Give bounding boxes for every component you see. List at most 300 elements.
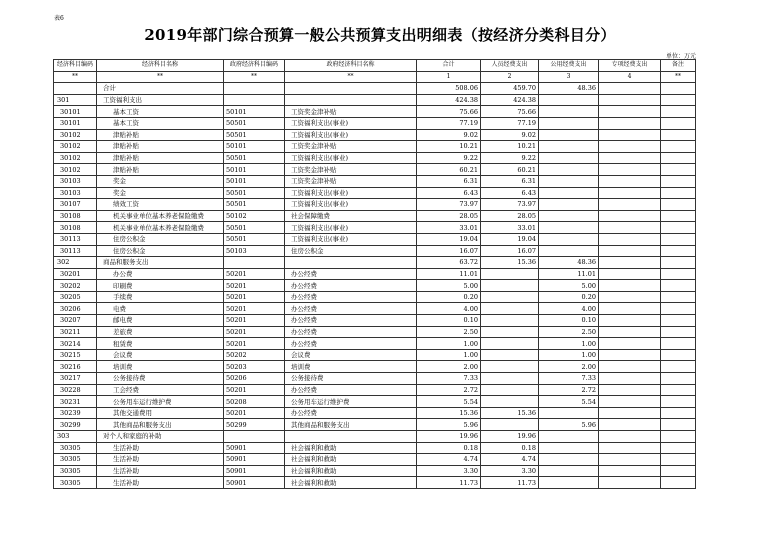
economic-name-cell: 培训费: [97, 361, 224, 373]
economic-code-cell: 30113: [54, 233, 97, 245]
public-cell: [539, 222, 599, 234]
total-cell: 5.54: [417, 396, 481, 408]
special-cell: [599, 129, 661, 141]
special-cell: [599, 164, 661, 176]
special-cell: [599, 338, 661, 350]
personnel-cell: [481, 361, 539, 373]
gov-name-cell: 办公经费: [285, 326, 417, 338]
table-row: [54, 141, 696, 153]
economic-code-cell: 30305: [54, 465, 97, 477]
gov-code-cell: 50901: [224, 442, 285, 454]
table-row: [54, 291, 696, 303]
special-cell: [599, 384, 661, 396]
subheader-cell: 2: [481, 71, 539, 83]
gov-name-cell: 社会福利和救助: [285, 454, 417, 466]
gov-code-cell: [224, 83, 285, 95]
economic-code-cell: 30214: [54, 338, 97, 350]
gov-code-cell: 50501: [224, 117, 285, 129]
gov-name-cell: 工资福利支出(事业): [285, 187, 417, 199]
economic-name-cell: 基本工资: [97, 106, 224, 118]
special-cell: [599, 431, 661, 443]
total-cell: 1.00: [417, 338, 481, 350]
note-cell: [661, 222, 696, 234]
public-cell: 2.72: [539, 384, 599, 396]
special-cell: [599, 187, 661, 199]
total-cell: 2.00: [417, 361, 481, 373]
public-cell: [539, 199, 599, 211]
gov-name-cell: [285, 83, 417, 95]
special-cell: [599, 373, 661, 385]
gov-code-cell: 50101: [224, 175, 285, 187]
economic-code-cell: 30102: [54, 152, 97, 164]
gov-name-cell: 工资奖金津补贴: [285, 164, 417, 176]
economic-code-cell: 30108: [54, 210, 97, 222]
public-cell: 0.20: [539, 291, 599, 303]
gov-code-cell: 50501: [224, 129, 285, 141]
header-cell: 经济科目编码: [54, 60, 97, 72]
subheader-cell: 3: [539, 71, 599, 83]
personnel-cell: 459.70: [481, 83, 539, 95]
header-cell: 合计: [417, 60, 481, 72]
note-cell: [661, 129, 696, 141]
personnel-cell: 9.02: [481, 129, 539, 141]
special-cell: [599, 396, 661, 408]
subheader-row: [54, 71, 696, 83]
personnel-cell: [481, 338, 539, 350]
gov-name-cell: 培训费: [285, 361, 417, 373]
gov-name-cell: 社会保障缴费: [285, 210, 417, 222]
economic-code-cell: 30207: [54, 315, 97, 327]
header-cell: 政府经济科目名称: [285, 60, 417, 72]
economic-name-cell: 办公费: [97, 268, 224, 280]
public-cell: [539, 407, 599, 419]
economic-code-cell: 30113: [54, 245, 97, 257]
special-cell: [599, 361, 661, 373]
personnel-cell: 75.66: [481, 106, 539, 118]
economic-code-cell: 30211: [54, 326, 97, 338]
economic-name-cell: 基本工资: [97, 117, 224, 129]
special-cell: [599, 268, 661, 280]
gov-name-cell: 办公经费: [285, 268, 417, 280]
public-cell: [539, 465, 599, 477]
total-cell: 0.18: [417, 442, 481, 454]
note-cell: [661, 83, 696, 95]
gov-code-cell: [224, 94, 285, 106]
table-row: [54, 222, 696, 234]
public-cell: [539, 442, 599, 454]
personnel-cell: [481, 384, 539, 396]
header-cell: 经济科目名称: [97, 60, 224, 72]
public-cell: [539, 233, 599, 245]
economic-code-cell: 30231: [54, 396, 97, 408]
special-cell: [599, 407, 661, 419]
note-cell: [661, 233, 696, 245]
special-cell: [599, 175, 661, 187]
economic-code-cell: 30102: [54, 141, 97, 153]
special-cell: [599, 83, 661, 95]
note-cell: [661, 338, 696, 350]
special-cell: [599, 210, 661, 222]
total-cell: 4.00: [417, 303, 481, 315]
gov-name-cell: 住房公积金: [285, 245, 417, 257]
personnel-cell: 33.01: [481, 222, 539, 234]
personnel-cell: 16.07: [481, 245, 539, 257]
total-cell: 7.33: [417, 373, 481, 385]
total-cell: 0.20: [417, 291, 481, 303]
total-cell: 4.74: [417, 454, 481, 466]
gov-name-cell: 工资福利支出(事业): [285, 117, 417, 129]
note-cell: [661, 477, 696, 489]
economic-name-cell: 住房公积金: [97, 233, 224, 245]
total-cell: 77.19: [417, 117, 481, 129]
economic-name-cell: 会议费: [97, 349, 224, 361]
table-row: [54, 117, 696, 129]
note-cell: [661, 442, 696, 454]
table-row: [54, 431, 696, 443]
economic-code-cell: 30217: [54, 373, 97, 385]
public-cell: 5.54: [539, 396, 599, 408]
note-cell: [661, 384, 696, 396]
economic-name-cell: 住房公积金: [97, 245, 224, 257]
economic-code-cell: 30101: [54, 106, 97, 118]
gov-name-cell: [285, 257, 417, 269]
total-cell: 9.22: [417, 152, 481, 164]
note-cell: [661, 291, 696, 303]
economic-name-cell: 工资福利支出: [97, 94, 224, 106]
total-cell: 60.21: [417, 164, 481, 176]
personnel-cell: 77.19: [481, 117, 539, 129]
gov-code-cell: 50101: [224, 141, 285, 153]
note-cell: [661, 303, 696, 315]
gov-code-cell: 50501: [224, 222, 285, 234]
note-cell: [661, 465, 696, 477]
table-row: [54, 187, 696, 199]
public-cell: 2.50: [539, 326, 599, 338]
economic-name-cell: 印刷费: [97, 280, 224, 292]
public-cell: [539, 477, 599, 489]
total-cell: 73.97: [417, 199, 481, 211]
budget-table: [53, 59, 696, 489]
personnel-cell: 6.43: [481, 187, 539, 199]
table-row: [54, 106, 696, 118]
gov-code-cell: [224, 257, 285, 269]
total-cell: 2.50: [417, 326, 481, 338]
special-cell: [599, 152, 661, 164]
total-cell: 1.00: [417, 349, 481, 361]
table-row: [54, 349, 696, 361]
note-cell: [661, 117, 696, 129]
table-row: [54, 315, 696, 327]
subheader-cell: **: [54, 71, 97, 83]
sheet-number: 表6: [54, 15, 64, 22]
economic-code-cell: 30103: [54, 175, 97, 187]
economic-code-cell: 30206: [54, 303, 97, 315]
gov-code-cell: 50201: [224, 407, 285, 419]
page-title: 2019年部门综合预算一般公共预算支出明细表（按经济分类科目分）: [144, 26, 616, 44]
personnel-cell: [481, 373, 539, 385]
economic-name-cell: 绩效工资: [97, 199, 224, 211]
special-cell: [599, 465, 661, 477]
personnel-cell: 0.18: [481, 442, 539, 454]
gov-code-cell: 50208: [224, 396, 285, 408]
table-row: [54, 280, 696, 292]
economic-name-cell: 津贴补贴: [97, 141, 224, 153]
economic-name-cell: 机关事业单位基本养老保险缴费: [97, 222, 224, 234]
subheader-cell: **: [97, 71, 224, 83]
public-cell: [539, 129, 599, 141]
subheader-cell: **: [285, 71, 417, 83]
subheader-cell: **: [224, 71, 285, 83]
gov-code-cell: 50203: [224, 361, 285, 373]
note-cell: [661, 315, 696, 327]
note-cell: [661, 94, 696, 106]
public-cell: [539, 117, 599, 129]
economic-code-cell: 30201: [54, 268, 97, 280]
special-cell: [599, 454, 661, 466]
gov-code-cell: 50299: [224, 419, 285, 431]
gov-code-cell: 50103: [224, 245, 285, 257]
table-row: [54, 419, 696, 431]
public-cell: 48.36: [539, 257, 599, 269]
special-cell: [599, 303, 661, 315]
table-row: [54, 396, 696, 408]
special-cell: [599, 245, 661, 257]
header-cell: 人员经费支出: [481, 60, 539, 72]
total-cell: 6.31: [417, 175, 481, 187]
public-cell: [539, 175, 599, 187]
economic-name-cell: 生活补助: [97, 465, 224, 477]
total-cell: 28.05: [417, 210, 481, 222]
gov-code-cell: 50201: [224, 384, 285, 396]
economic-code-cell: 30202: [54, 280, 97, 292]
total-cell: 424.38: [417, 94, 481, 106]
public-cell: [539, 94, 599, 106]
economic-code-cell: 30107: [54, 199, 97, 211]
special-cell: [599, 291, 661, 303]
note-cell: [661, 187, 696, 199]
personnel-cell: 10.21: [481, 141, 539, 153]
personnel-cell: 424.38: [481, 94, 539, 106]
economic-code-cell: 30239: [54, 407, 97, 419]
personnel-cell: 15.36: [481, 257, 539, 269]
gov-name-cell: 工资奖金津补贴: [285, 175, 417, 187]
table-row: [54, 83, 696, 95]
table-row: [54, 373, 696, 385]
personnel-cell: [481, 419, 539, 431]
personnel-cell: 19.04: [481, 233, 539, 245]
note-cell: [661, 152, 696, 164]
economic-name-cell: 津贴补贴: [97, 152, 224, 164]
gov-name-cell: 工资福利支出(事业): [285, 199, 417, 211]
total-cell: 6.43: [417, 187, 481, 199]
total-cell: 19.96: [417, 431, 481, 443]
economic-code-cell: 30305: [54, 454, 97, 466]
economic-name-cell: 奖金: [97, 187, 224, 199]
economic-name-cell: 生活补助: [97, 442, 224, 454]
note-cell: [661, 373, 696, 385]
gov-name-cell: 办公经费: [285, 384, 417, 396]
public-cell: [539, 141, 599, 153]
economic-code-cell: 30102: [54, 129, 97, 141]
table-row: [54, 477, 696, 489]
total-cell: 19.04: [417, 233, 481, 245]
gov-name-cell: 公务用车运行维护费: [285, 396, 417, 408]
header-cell: 备注: [661, 60, 696, 72]
economic-name-cell: 差旅费: [97, 326, 224, 338]
gov-code-cell: 50501: [224, 199, 285, 211]
gov-code-cell: 50102: [224, 210, 285, 222]
table-row: [54, 210, 696, 222]
note-cell: [661, 210, 696, 222]
public-cell: [539, 431, 599, 443]
economic-code-cell: 30216: [54, 361, 97, 373]
personnel-cell: [481, 349, 539, 361]
public-cell: [539, 245, 599, 257]
economic-code-cell: 30103: [54, 187, 97, 199]
gov-name-cell: 其他商品和服务支出: [285, 419, 417, 431]
personnel-cell: 28.05: [481, 210, 539, 222]
table-row: [54, 199, 696, 211]
subheader-cell: 4: [599, 71, 661, 83]
subheader-cell: 1: [417, 71, 481, 83]
gov-name-cell: 工资福利支出(事业): [285, 233, 417, 245]
personnel-cell: 73.97: [481, 199, 539, 211]
total-cell: 11.01: [417, 268, 481, 280]
personnel-cell: 19.96: [481, 431, 539, 443]
gov-code-cell: 50201: [224, 280, 285, 292]
note-cell: [661, 454, 696, 466]
personnel-cell: 6.31: [481, 175, 539, 187]
economic-code-cell: 30215: [54, 349, 97, 361]
table-row: [54, 268, 696, 280]
gov-name-cell: 办公经费: [285, 407, 417, 419]
economic-name-cell: 公务用车运行维护费: [97, 396, 224, 408]
table-row: [54, 303, 696, 315]
gov-name-cell: 办公经费: [285, 280, 417, 292]
personnel-cell: 15.36: [481, 407, 539, 419]
personnel-cell: [481, 326, 539, 338]
personnel-cell: 4.74: [481, 454, 539, 466]
economic-code-cell: 30205: [54, 291, 97, 303]
economic-name-cell: 电费: [97, 303, 224, 315]
public-cell: 2.00: [539, 361, 599, 373]
table-row: [54, 465, 696, 477]
note-cell: [661, 199, 696, 211]
total-cell: 5.00: [417, 280, 481, 292]
personnel-cell: [481, 280, 539, 292]
economic-name-cell: 生活补助: [97, 477, 224, 489]
total-cell: 5.96: [417, 419, 481, 431]
header-row: [54, 60, 696, 72]
total-cell: 3.30: [417, 465, 481, 477]
special-cell: [599, 117, 661, 129]
table-row: [54, 338, 696, 350]
table-row: [54, 94, 696, 106]
public-cell: 48.36: [539, 83, 599, 95]
total-cell: 508.06: [417, 83, 481, 95]
economic-name-cell: 商品和服务支出: [97, 257, 224, 269]
economic-code-cell: 30228: [54, 384, 97, 396]
personnel-cell: 11.73: [481, 477, 539, 489]
economic-code-cell: 30108: [54, 222, 97, 234]
total-cell: 33.01: [417, 222, 481, 234]
economic-name-cell: 工会经费: [97, 384, 224, 396]
special-cell: [599, 349, 661, 361]
gov-name-cell: [285, 431, 417, 443]
special-cell: [599, 442, 661, 454]
economic-name-cell: 津贴补贴: [97, 129, 224, 141]
table-row: [54, 407, 696, 419]
special-cell: [599, 315, 661, 327]
economic-name-cell: 其他交通费用: [97, 407, 224, 419]
gov-code-cell: 50101: [224, 164, 285, 176]
economic-name-cell: 其他商品和服务支出: [97, 419, 224, 431]
public-cell: [539, 106, 599, 118]
total-cell: 16.07: [417, 245, 481, 257]
total-cell: 11.73: [417, 477, 481, 489]
gov-name-cell: 公务接待费: [285, 373, 417, 385]
table-row: [54, 152, 696, 164]
note-cell: [661, 361, 696, 373]
public-cell: 1.00: [539, 338, 599, 350]
personnel-cell: [481, 291, 539, 303]
economic-name-cell: 邮电费: [97, 315, 224, 327]
special-cell: [599, 106, 661, 118]
note-cell: [661, 349, 696, 361]
table-row: [54, 257, 696, 269]
economic-code-cell: 302: [54, 257, 97, 269]
gov-code-cell: 50201: [224, 315, 285, 327]
note-cell: [661, 175, 696, 187]
special-cell: [599, 280, 661, 292]
total-cell: 63.72: [417, 257, 481, 269]
note-cell: [661, 280, 696, 292]
gov-code-cell: 50201: [224, 338, 285, 350]
table-row: [54, 326, 696, 338]
subheader-cell: **: [661, 71, 696, 83]
table-row: [54, 233, 696, 245]
gov-code-cell: 50901: [224, 477, 285, 489]
economic-name-cell: 机关事业单位基本养老保险缴费: [97, 210, 224, 222]
gov-name-cell: 会议费: [285, 349, 417, 361]
note-cell: [661, 141, 696, 153]
public-cell: [539, 164, 599, 176]
note-cell: [661, 106, 696, 118]
public-cell: 11.01: [539, 268, 599, 280]
public-cell: [539, 187, 599, 199]
table-row: [54, 384, 696, 396]
special-cell: [599, 477, 661, 489]
note-cell: [661, 396, 696, 408]
unit-label: 单位：万元: [665, 53, 696, 60]
gov-code-cell: 50501: [224, 187, 285, 199]
note-cell: [661, 268, 696, 280]
table-row: [54, 245, 696, 257]
total-cell: 75.66: [417, 106, 481, 118]
table-row: [54, 175, 696, 187]
personnel-cell: 9.22: [481, 152, 539, 164]
gov-code-cell: 50201: [224, 326, 285, 338]
economic-code-cell: 301: [54, 94, 97, 106]
public-cell: [539, 210, 599, 222]
economic-name-cell: 奖金: [97, 175, 224, 187]
note-cell: [661, 419, 696, 431]
economic-code-cell: 30305: [54, 442, 97, 454]
header-cell: 公用经费支出: [539, 60, 599, 72]
economic-code-cell: 30102: [54, 164, 97, 176]
public-cell: 7.33: [539, 373, 599, 385]
economic-name-cell: 租赁费: [97, 338, 224, 350]
